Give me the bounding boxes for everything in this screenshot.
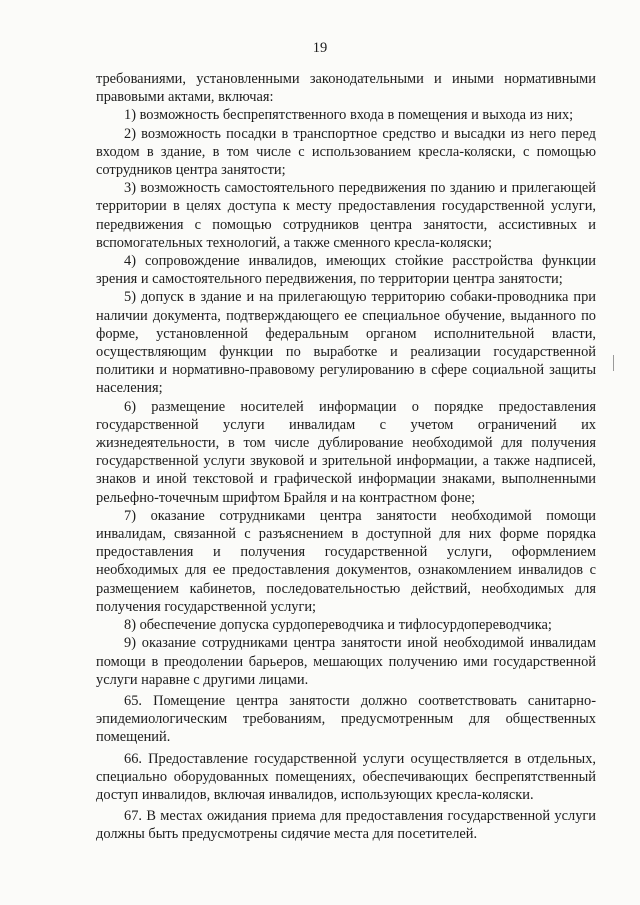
- list-item-2: 2) возможность посадки в транспортное средство и высадки из него перед входом в здание, в том числе с использованием кресла-коляски, с помощью сотрудников центра занятости;: [96, 125, 596, 179]
- list-item-7: 7) оказание сотрудниками центра занятости необходимой помощи инвалидам, связанной с разъяснением в доступной для них форме порядка предоставления и получения государственной услуги, оформлением необходимых для ее предоставления документов, ознакомлением инвалидов с размещением кабинетов, последовательностью действий, необходимых для получения государственной услуги;: [96, 507, 596, 615]
- list-item-5: 5) допуск в здание и на прилегающую территорию собаки-проводника при наличии документа, подтверждающего ее специальное обучение, выданного по форме, установленной федеральным органом исполнительной власти, осуществляющим функции по выработке и реализации государственной политики и нормативно-правовому регулированию в сфере социальной защиты населения;: [96, 289, 596, 397]
- margin-mark: [613, 355, 614, 371]
- document-body: [96, 70, 596, 844]
- section-66: 66. Предоставление государственной услуги осуществляется в отдельных, специально оборудованных помещениях, обеспечивающих беспрепятственный доступ инвалидов, включая инвалидов, использующих кресла-коляски.: [96, 750, 596, 803]
- section-67: 67. В местах ожидания приема для предоставления государственной услуги должны быть предусмотрены сидячие места для посетителей.: [96, 808, 596, 843]
- list-item-6: 6) размещение носителей информации о порядке предоставления государственной услуги инвалидам с учетом ограничений их жизнедеятельности, в том числе дублирование необходимой для получения государственной услуги звуковой и зрительной информации, а также надписей, знаков и иной текстовой и графической информации знаками, выполненными рельефно-точечным шрифтом Брайля и на контрастном фоне;: [96, 398, 596, 506]
- section-65: 65. Помещение центра занятости должно соответствовать санитарно-эпидемиологическим требованиям, предусмотренным для общественных помещений.: [96, 692, 596, 746]
- list-item-1: 1) возможность беспрепятственного входа в помещения и выхода из них;: [124, 107, 574, 124]
- list-item-9: 9) оказание сотрудниками центра занятости иной необходимой инвалидам помощи в преодолении барьеров, мешающих получению ими государственной услуги наравне с другими лицами.: [96, 635, 596, 688]
- list-item-8: 8) обеспечение допуска сурдопереводчика и тифлосурдопереводчика;: [124, 617, 552, 634]
- list-item-4: 4) сопровождение инвалидов, имеющих стойкие расстройства функции зрения и самостоятельного передвижения, по территории центра занятости;: [96, 253, 596, 288]
- paragraph-intro: требованиями, установленными законодательными и иными нормативными правовыми актами, включая:: [96, 71, 596, 106]
- page-number: 19: [312, 40, 328, 56]
- list-item-3: 3) возможность самостоятельного передвижения по зданию и прилегающей территории в целях доступа к месту предоставления государственной услуги, передвижения с помощью сотрудников центра занятости, ассистивных и вспомогательных технологий, а также сменного кресла-коляски;: [96, 180, 596, 251]
